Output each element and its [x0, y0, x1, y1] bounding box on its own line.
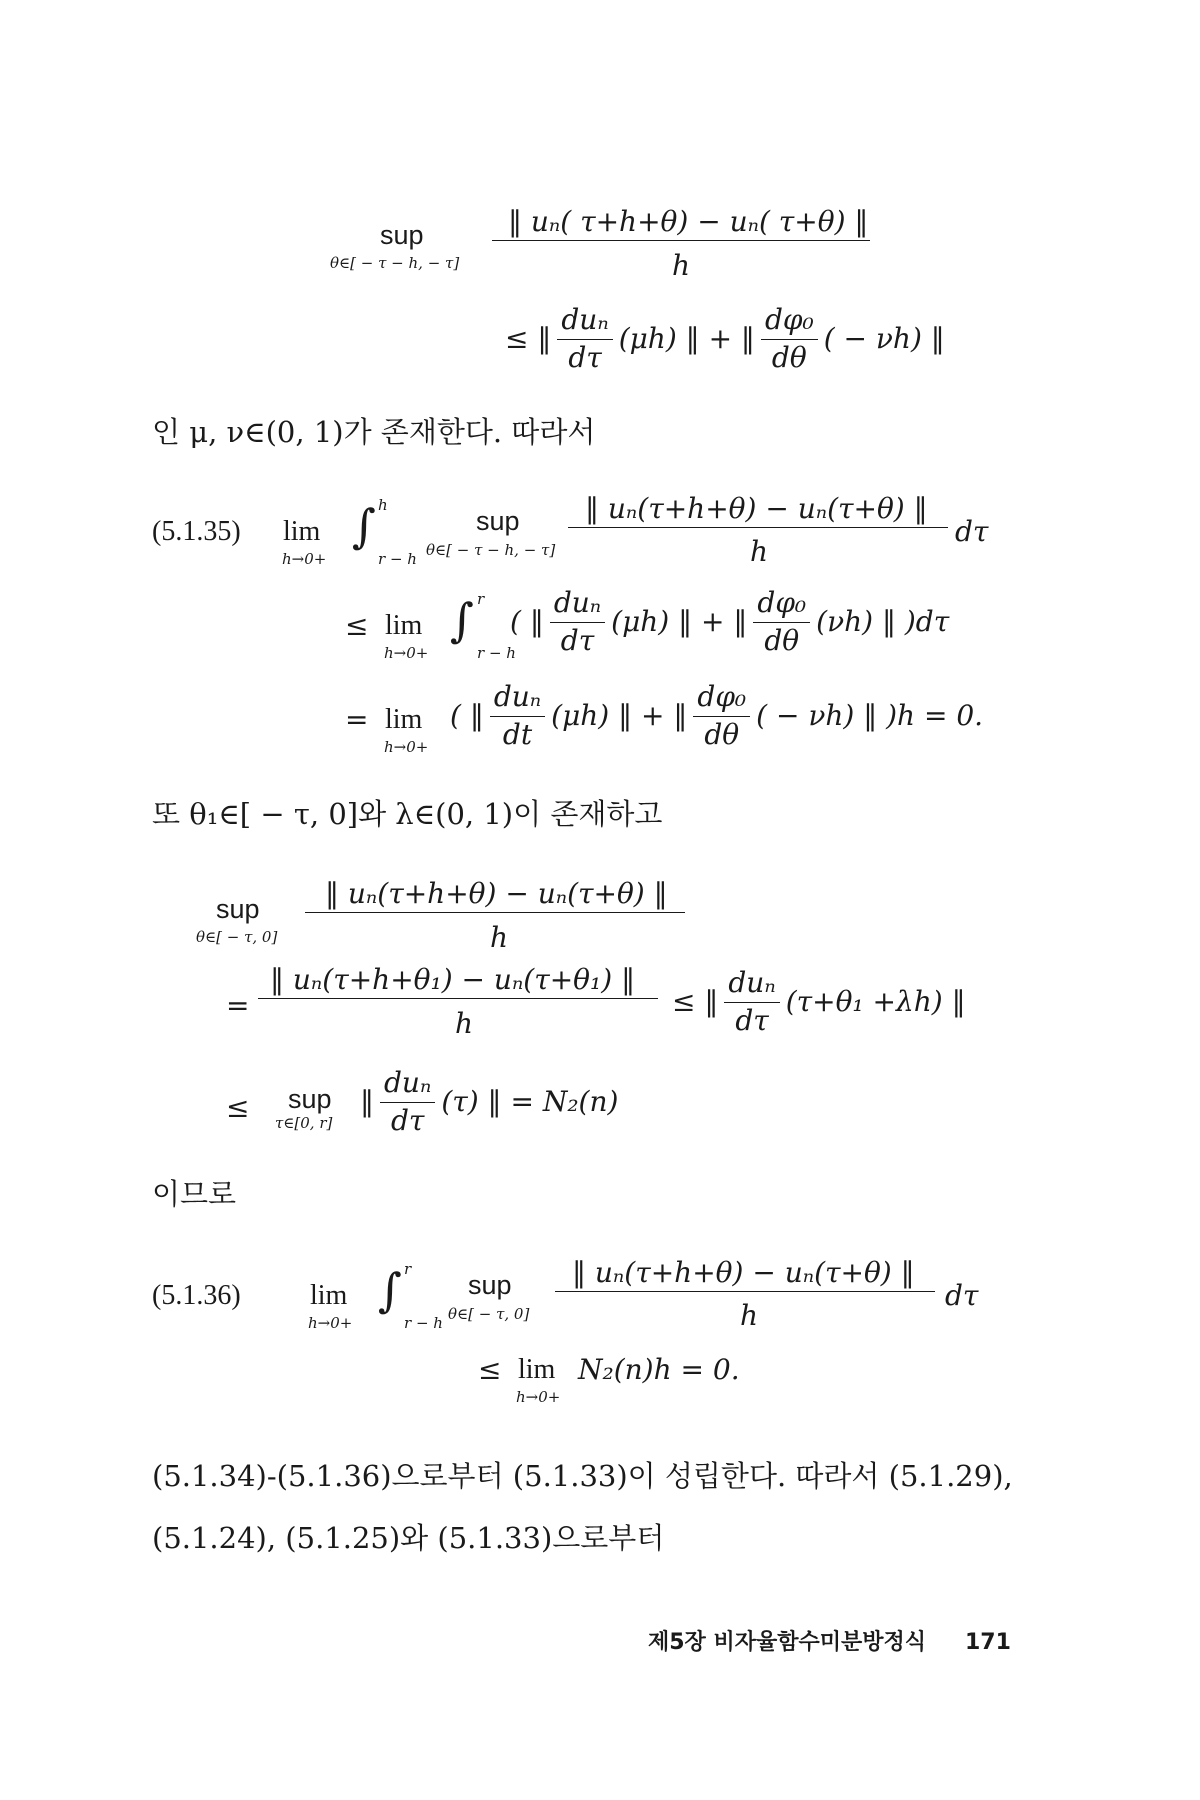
fraction-numerator: ‖ uₙ(τ+h+θ) − uₙ(τ+θ) ‖	[585, 492, 928, 525]
derivative-u	[490, 682, 545, 751]
derivative-denominator: dτ	[735, 1003, 769, 1037]
fraction-denominator: h	[750, 535, 769, 568]
integral-lower: r − h	[404, 1314, 443, 1332]
differential: dτ	[955, 515, 989, 548]
integral-sign: ∫	[352, 499, 376, 553]
fraction-numerator: ‖ uₙ( τ+h+θ) − uₙ( τ+θ) ‖	[508, 205, 869, 238]
lim-subscript: h→0+	[516, 1388, 561, 1406]
middle-term: (μh) ‖ + ‖	[551, 699, 688, 733]
derivative-numerator: duₙ	[550, 588, 605, 623]
integral-lower: r − h	[378, 550, 417, 568]
le-norm: ≤ ‖	[672, 985, 719, 1019]
integral-lower: r − h	[477, 644, 516, 662]
fraction-bar	[492, 240, 870, 241]
derivative-phi	[761, 305, 818, 374]
sup-subscript: θ∈[ − τ − h, − τ]	[426, 541, 556, 559]
sup-operator: sup	[476, 506, 520, 536]
lim-operator: lim	[518, 1354, 556, 1385]
paragraph-text: 인 μ, ν∈(0, 1)가 존재한다. 따라서	[152, 415, 596, 449]
sup-operator: sup	[288, 1084, 332, 1114]
derivative-denominator: dτ	[568, 340, 602, 374]
derivative-numerator: dφ₀	[761, 305, 818, 340]
derivative-u	[380, 1068, 435, 1137]
le-sign: ≤	[478, 1353, 502, 1386]
fraction-bar	[555, 1291, 935, 1292]
fraction-bar	[568, 527, 948, 528]
lim-operator: lim	[310, 1280, 348, 1311]
derivative-numerator: dφ₀	[753, 588, 810, 623]
open-norm: ( ‖	[510, 605, 544, 639]
derivative-numerator: duₙ	[380, 1068, 435, 1103]
equals-sign: =	[226, 989, 250, 1022]
tail-term: (νh) ‖ )dτ	[816, 605, 950, 639]
open-norm: ( ‖	[450, 699, 484, 733]
lim-operator: lim	[385, 610, 423, 641]
derivative-u	[550, 588, 605, 657]
lim-subscript: h→0+	[308, 1314, 353, 1332]
open-norm: ‖	[360, 1085, 374, 1119]
fraction-denominator: h	[740, 1299, 759, 1332]
derivative-phi	[753, 588, 810, 657]
paragraph-text: 또 θ₁∈[ − τ, 0]와 λ∈(0, 1)이 존재하고	[152, 797, 663, 831]
derivative-numerator: duₙ	[557, 305, 612, 340]
fraction-bar	[258, 998, 658, 999]
integral-upper: r	[404, 1260, 412, 1278]
sup-subscript: θ∈[ − τ, 0]	[448, 1305, 530, 1323]
sup-term	[360, 1068, 618, 1137]
integrand-line	[510, 588, 949, 657]
le-sign: ≤	[226, 1091, 250, 1124]
le-sign: ≤	[345, 609, 369, 642]
sup-operator: sup	[380, 220, 424, 250]
limit-line	[450, 682, 983, 751]
le-norm: ≤ ‖	[505, 322, 552, 356]
tail-term: ( − νh) ‖ )h = 0.	[756, 699, 984, 733]
lim-subscript: h→0+	[282, 550, 327, 568]
sup-subscript: θ∈[ − τ − h, − τ]	[330, 254, 460, 272]
derivative-phi	[693, 682, 750, 751]
sup-subscript: θ∈[ − τ, 0]	[196, 928, 278, 946]
derivative-denominator: dθ	[764, 623, 800, 657]
tail-term: ( − νh) ‖	[823, 322, 945, 356]
fraction-numerator: ‖ uₙ(τ+h+θ) − uₙ(τ+θ) ‖	[325, 877, 668, 910]
paragraph-text: 이므로	[152, 1177, 237, 1211]
derivative-u	[557, 305, 612, 374]
sup-operator: sup	[468, 1270, 512, 1300]
lim-operator: lim	[283, 516, 321, 547]
tail-term: (τ+θ₁ +λh) ‖	[785, 985, 966, 1019]
bound-term	[672, 968, 966, 1037]
limit-result: N₂(n)h = 0.	[578, 1353, 740, 1386]
derivative-denominator: dτ	[560, 623, 595, 657]
equation-number: (5.1.36)	[152, 1280, 241, 1311]
integral-upper: h	[378, 496, 388, 514]
fraction-denominator: h	[490, 921, 509, 954]
fraction-numerator: ‖ uₙ(τ+h+θ₁) − uₙ(τ+θ₁) ‖	[270, 963, 636, 996]
fraction-numerator: ‖ uₙ(τ+h+θ) − uₙ(τ+θ) ‖	[572, 1256, 915, 1289]
differential: dτ	[945, 1279, 979, 1312]
lim-operator: lim	[385, 704, 423, 735]
sup-subscript: τ∈[0, r]	[275, 1114, 333, 1132]
inequality-line	[505, 305, 945, 374]
tail-term: (τ) ‖ = N₂(n)	[441, 1085, 619, 1119]
derivative-numerator: duₙ	[724, 968, 779, 1003]
derivative-denominator: dτ	[390, 1103, 425, 1137]
paragraph-text: (5.1.34)-(5.1.36)으로부터 (5.1.33)이 성립한다. 따라서 (5.1.29),	[152, 1459, 1013, 1493]
sup-operator: sup	[216, 894, 260, 924]
derivative-numerator: duₙ	[490, 682, 545, 717]
fraction-denominator: h	[672, 249, 691, 282]
derivative-denominator: dθ	[704, 717, 740, 751]
fraction-bar	[305, 912, 685, 913]
lim-subscript: h→0+	[384, 738, 429, 756]
paragraph-text: (5.1.24), (5.1.25)와 (5.1.33)으로부터	[152, 1521, 665, 1555]
integral-upper: r	[477, 590, 485, 608]
middle-term: (μh) ‖ + ‖	[618, 322, 755, 356]
running-footer-chapter: 제5장 비자율함수미분방정식	[648, 1630, 926, 1655]
fraction-denominator: h	[455, 1007, 474, 1040]
derivative-u	[724, 968, 779, 1037]
derivative-denominator: dt	[502, 717, 533, 751]
lim-subscript: h→0+	[384, 644, 429, 662]
integral-sign: ∫	[450, 593, 474, 647]
derivative-numerator: dφ₀	[693, 682, 750, 717]
page-number: 171	[965, 1630, 1011, 1655]
derivative-denominator: dθ	[771, 340, 807, 374]
integral-sign: ∫	[378, 1263, 402, 1317]
middle-term: (μh) ‖ + ‖	[611, 605, 748, 639]
equals-sign: =	[345, 703, 369, 736]
equation-number: (5.1.35)	[152, 516, 241, 547]
